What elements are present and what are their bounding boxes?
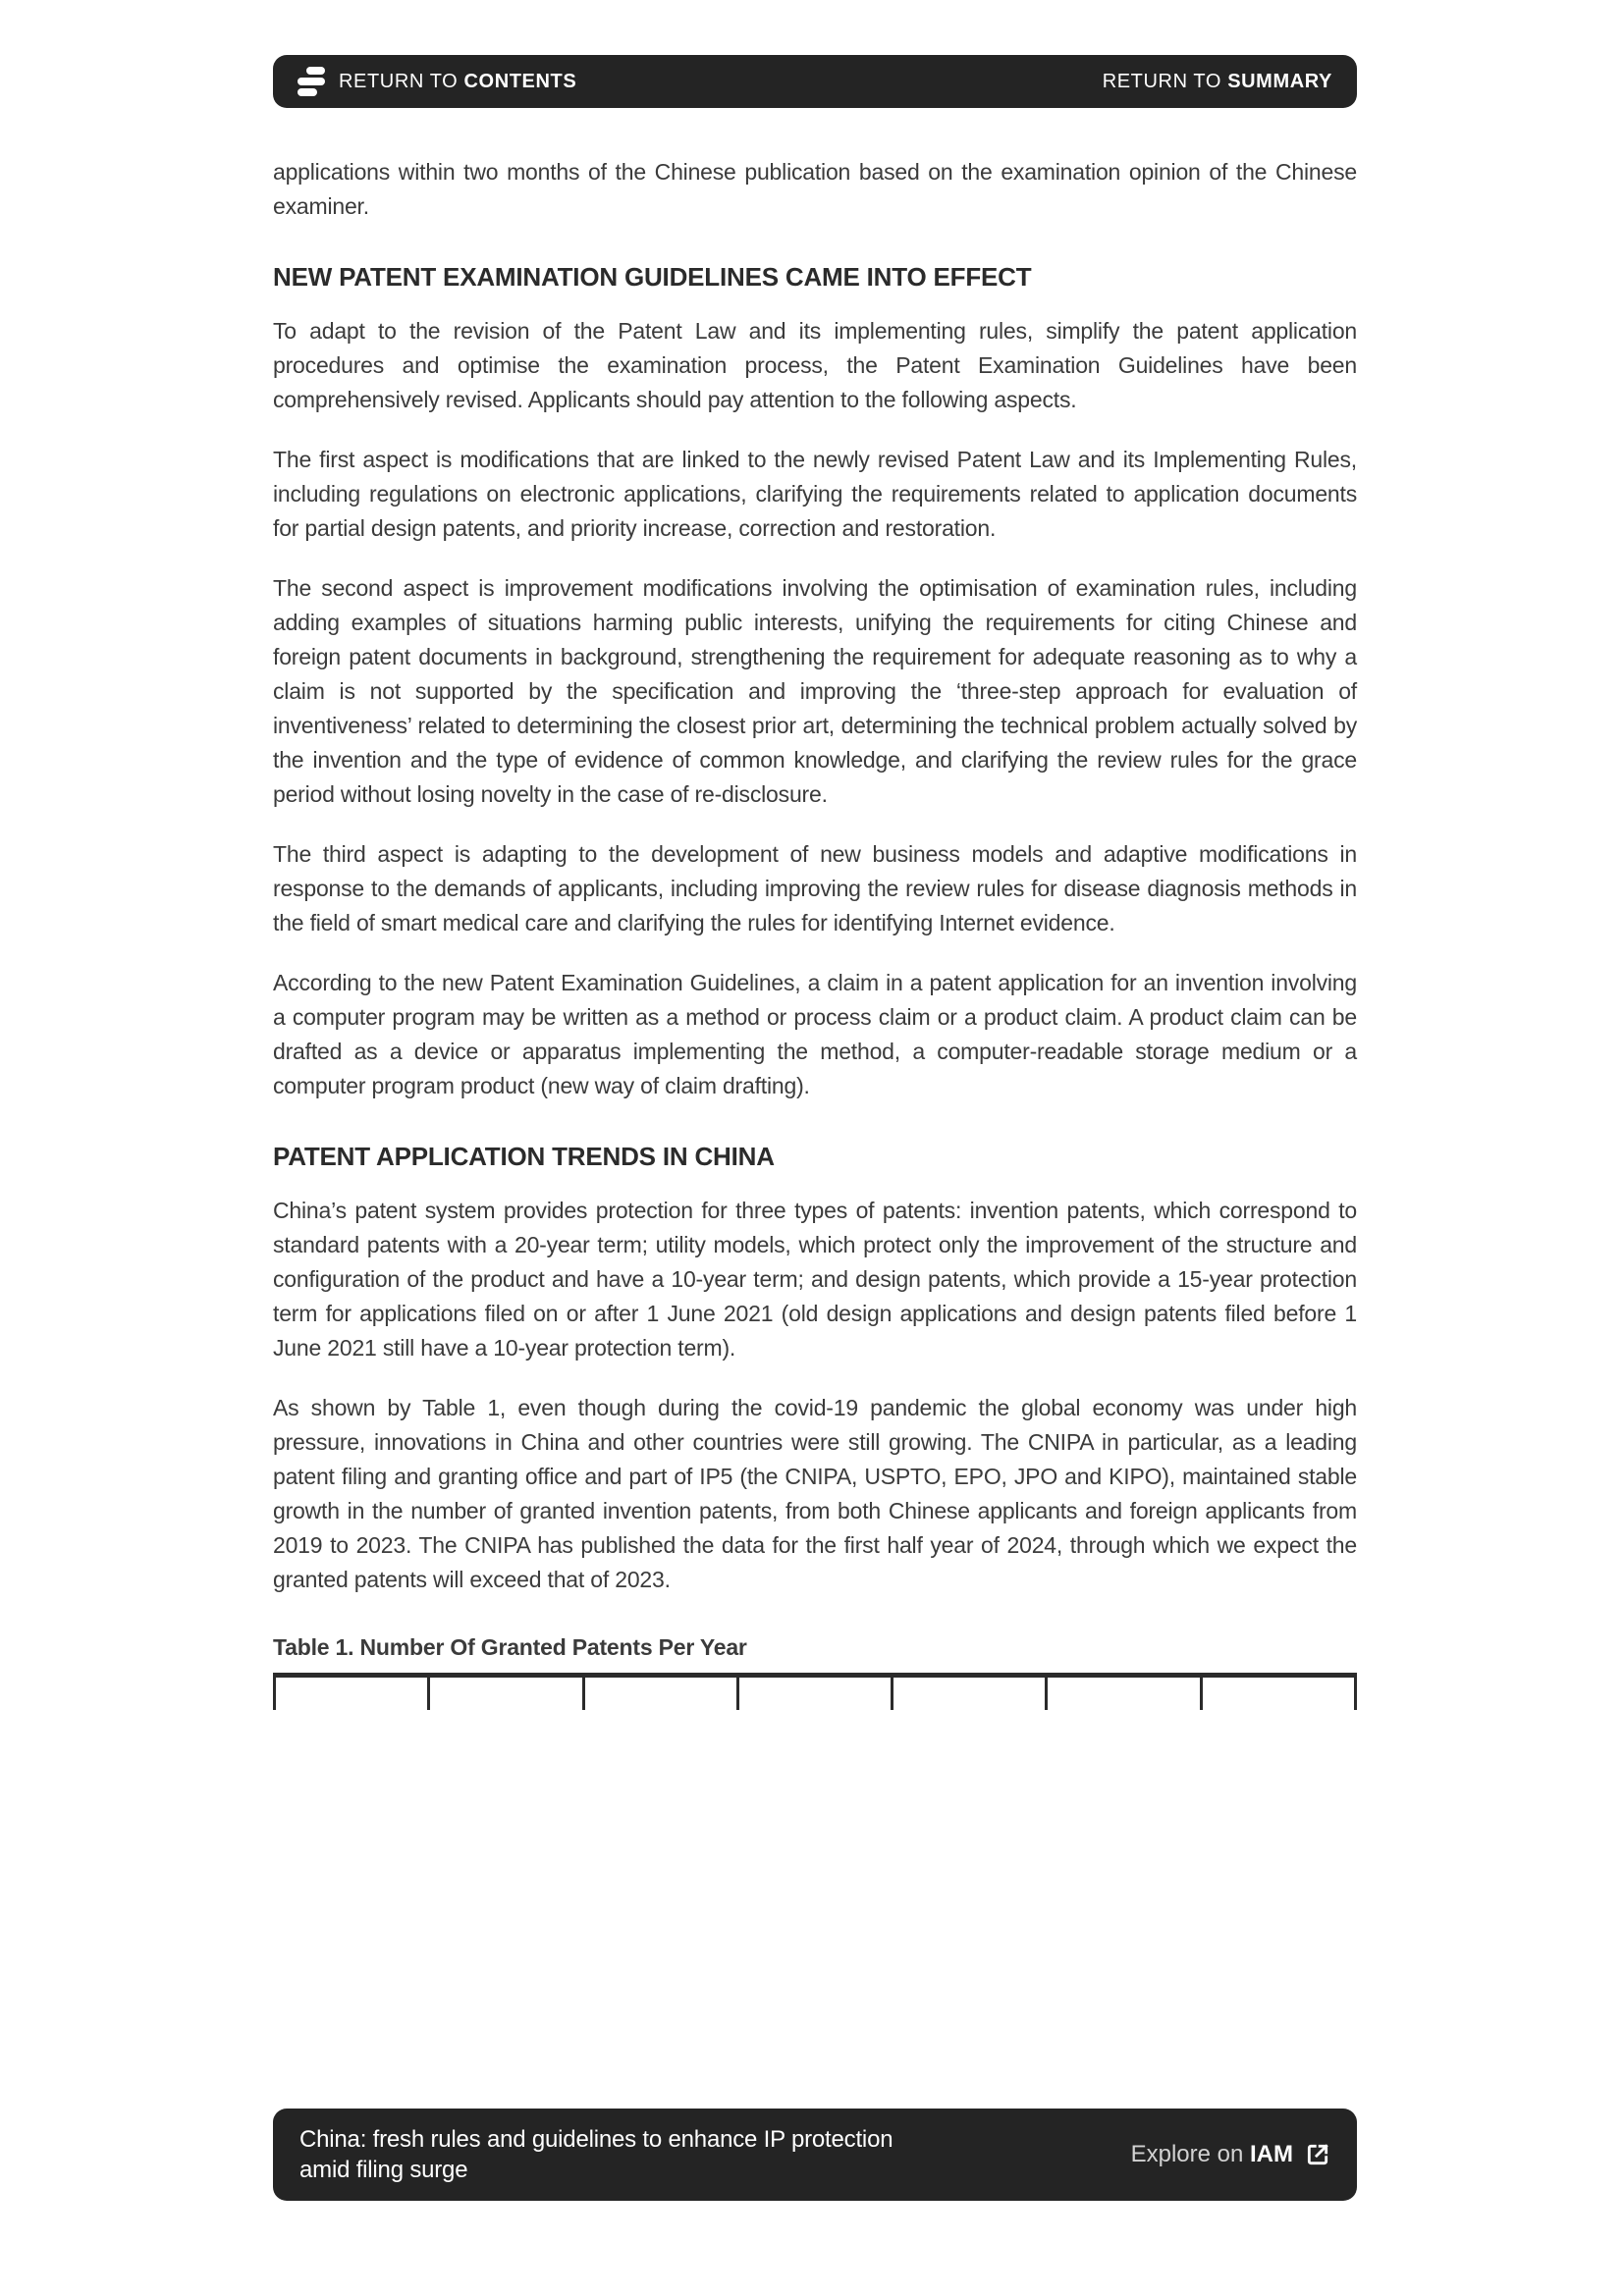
section-heading-application-trends: PATENT APPLICATION TRENDS IN CHINA — [273, 1142, 775, 1171]
table-cell — [273, 1678, 427, 1710]
paragraph: To adapt to the revision of the Patent Law and its implementing rules, simplify the patent application procedures and optimise the examination process, the Patent Examination Guidelines have been comprehensively revised. Applicants should pay attention to the following aspects. — [273, 318, 1357, 412]
top-nav-bar — [273, 55, 1357, 108]
granted-patents-table — [273, 1673, 1357, 1710]
return-to-contents-button[interactable] — [298, 67, 576, 96]
contents-list-icon — [298, 67, 325, 96]
paragraph: China’s patent system provides protection for three types of patents: invention patents, which correspond to standard patents with a 20-year term; utility models, which protect only the improvement of the structure and configuration of the product and have a 10-year term; and design patents, which provide a 15-year protection term for applications filed on or after 1 June 2021 (old design applications and design patents filed before 1 June 2021 still have a 10-year protection term). — [273, 1198, 1357, 1361]
paragraph: The first aspect is modifications that are linked to the newly revised Patent Law and its Implementing Rules, including regulations on electronic applications, clarifying the requirements related to application documents for partial design patents, and priority increase, correction and restoration. — [273, 447, 1357, 541]
document-title: China: fresh rules and guidelines to enhance IP protection amid filing surge — [299, 2126, 893, 2183]
table-cell — [891, 1678, 1045, 1710]
return-to-contents-label: RETURN TO CONTENTS — [339, 70, 577, 92]
table-caption: Table 1. Number Of Granted Patents Per Year — [273, 1634, 747, 1660]
table-cell — [427, 1678, 581, 1710]
table-cell — [736, 1678, 891, 1710]
paragraph: According to the new Patent Examination Guidelines, a claim in a patent application for an invention involving a computer program may be written as a method or process claim or a product claim. A product claim can be drafted as a device or apparatus implementing the method, a computer-readable storage medium or a computer program product (new way of claim drafting). — [273, 970, 1357, 1098]
paragraph: The second aspect is improvement modifications involving the optimisation of examination rules, including adding examples of situations harming public interests, unifying the requirements for citing Chinese and foreign patent documents in background, strengthening the requirement for adequate reasoning as to why a claim is not supported by the specification and improving the ‘three-step approach for evaluation of inventiveness’ related to determining the closest prior art, determining the technical problem actually solved by the invention and the type of evidence of common knowledge, and clarifying the review rules for the grace period without losing novelty in the case of re-disclosure. — [273, 575, 1357, 807]
explore-on-iam-link[interactable] — [1131, 2141, 1330, 2168]
footer-bar — [273, 2109, 1357, 2201]
return-to-summary-button[interactable] — [1103, 71, 1332, 93]
paragraph: As shown by Table 1, even though during the covid-19 pandemic the global economy was under high pressure, innovations in China and other countries were still growing. The CNIPA in particular, as a leading patent filing and granting office and part of IP5 (the CNIPA, USPTO, EPO, JPO and KIPO), maintained stable growth in the number of granted invention patents, from both Chinese applicants and foreign applicants from 2019 to 2023. The CNIPA has published the data for the first half year of 2024, through which we expect the granted patents will exceed that of 2023. — [273, 1395, 1357, 1592]
explore-label: Explore on IAM — [1130, 2141, 1293, 2167]
paragraph: The third aspect is adapting to the development of new business models and adaptive modifications in response to the demands of applicants, including improving the review rules for disease diagnosis methods in the field of smart medical care and clarifying the rules for identifying Internet evidence. — [273, 841, 1357, 935]
external-link-icon — [1305, 2142, 1330, 2167]
paragraph: applications within two months of the Chinese publication based on the examination opinion of the Chinese examiner. — [273, 159, 1357, 219]
table-cell — [1045, 1678, 1199, 1710]
section-heading-new-guidelines: NEW PATENT EXAMINATION GUIDELINES CAME INTO EFFECT — [273, 262, 1032, 292]
article-body — [273, 155, 1357, 1710]
table-cell — [1200, 1678, 1357, 1710]
return-to-summary-label: RETURN TO SUMMARY — [1102, 70, 1332, 92]
table-cell — [582, 1678, 736, 1710]
